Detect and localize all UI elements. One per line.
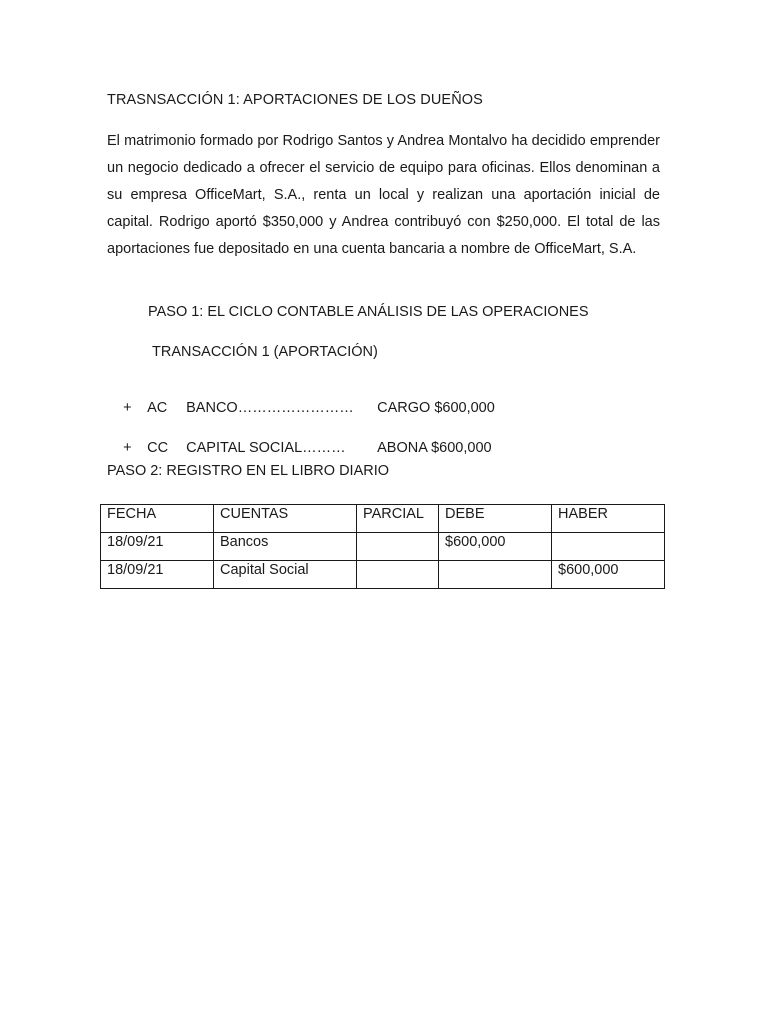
- header-debe: DEBE: [439, 505, 552, 533]
- table-header-row: [101, 505, 665, 533]
- cell-haber: [552, 533, 665, 561]
- cell-fecha: 18/09/21: [101, 561, 214, 589]
- entry-sign: +: [123, 400, 132, 416]
- journal-table: [100, 504, 665, 589]
- entry-sign: +: [123, 440, 132, 456]
- cell-parcial: [357, 533, 439, 561]
- entry-code: AC: [147, 400, 168, 416]
- cell-cuentas: Bancos: [214, 533, 357, 561]
- header-cuentas: CUENTAS: [214, 505, 357, 533]
- transaction-heading: TRASNSACCIÓN 1: APORTACIONES DE LOS DUEÑOS: [107, 92, 483, 108]
- entry-code: CC: [147, 440, 169, 456]
- cell-debe: [439, 561, 552, 589]
- header-haber: HABER: [552, 505, 665, 533]
- cell-haber: $600,000: [552, 561, 665, 589]
- cell-cuentas: Capital Social: [214, 561, 357, 589]
- table-row: [101, 561, 665, 589]
- transaction-description: El matrimonio formado por Rodrigo Santos y Andrea Montalvo ha decidido emprender un negocio dedicado a ofrecer el servicio de equipo para oficinas. Ellos denominan a su empresa OfficeMart, S.A., renta un local y realizan una aportación inicial de capital. Rodrigo aportó $350,000 y Andrea contribuyó con $250,000. El total de las aportaciones fue depositado en una cuenta bancaria a nombre de OfficeMart, S.A.: [107, 133, 660, 257]
- cell-parcial: [357, 561, 439, 589]
- step2-title: PASO 2: REGISTRO EN EL LIBRO DIARIO: [107, 463, 390, 479]
- entry-movement: ABONA $600,000: [377, 440, 492, 456]
- cell-debe: $600,000: [439, 533, 552, 561]
- table-row: [101, 533, 665, 561]
- entry-movement: CARGO $600,000: [377, 400, 495, 416]
- header-parcial: PARCIAL: [357, 505, 439, 533]
- header-fecha: FECHA: [101, 505, 214, 533]
- step1-title: PASO 1: EL CICLO CONTABLE ANÁLISIS DE LAS OPERACIONES: [148, 304, 589, 320]
- entry-account: BANCO……………………: [186, 400, 354, 416]
- cell-fecha: 18/09/21: [101, 533, 214, 561]
- entry-account: CAPITAL SOCIAL………: [186, 440, 346, 456]
- transaction-title: TRANSACCIÓN 1 (APORTACIÓN): [152, 344, 378, 360]
